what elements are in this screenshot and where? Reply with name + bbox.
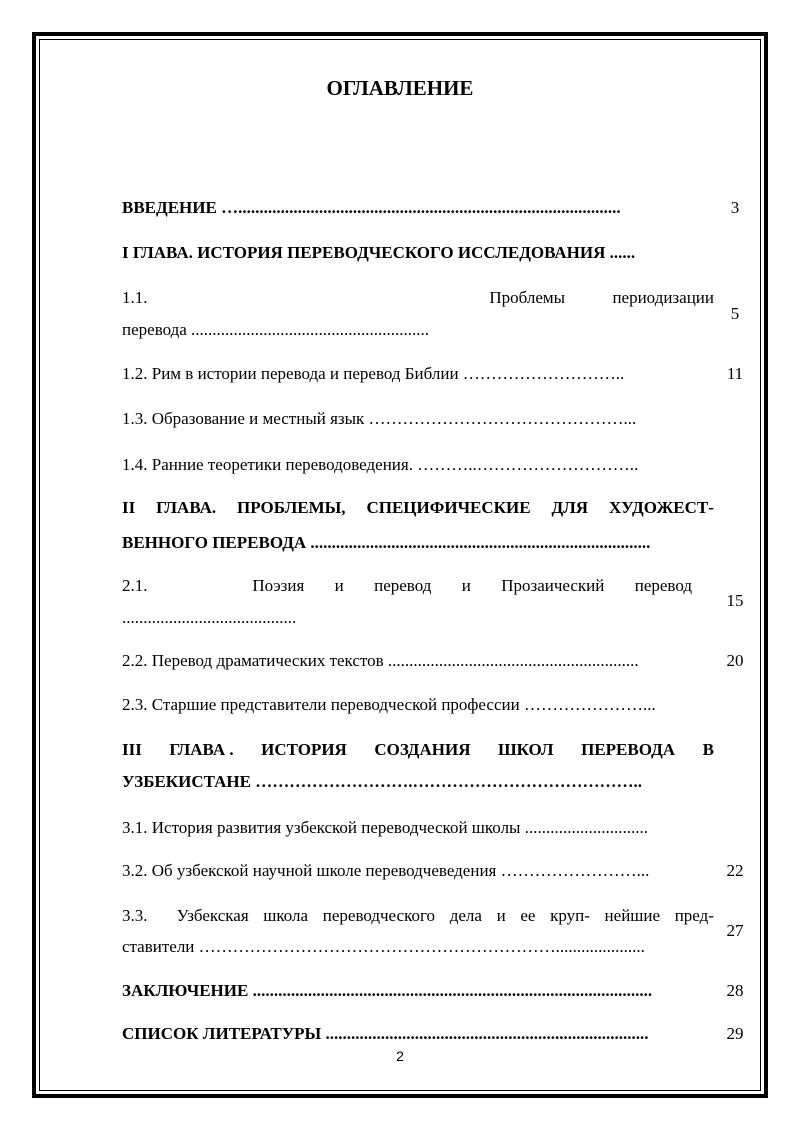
toc-page-1-2: 11: [726, 364, 744, 383]
toc-entry-3-3-word: ее: [520, 906, 536, 925]
toc-entry-3-3-word: школа: [263, 906, 309, 925]
toc-entry-3-3-number: 3.3.: [122, 906, 148, 925]
toc-page-2-2: 20: [726, 651, 744, 670]
chapter-3-word: III: [122, 740, 142, 759]
toc-page-conclusion: 28: [726, 981, 744, 1000]
toc-entry-2-2[interactable]: 2.2. Перевод драматических текстов ...........................................................: [122, 651, 639, 670]
toc-entry-chapter-2[interactable]: [122, 497, 714, 519]
chapter-2-word: ПРОБЛЕМЫ,: [237, 498, 346, 517]
chapter-2-word: ДЛЯ: [551, 498, 589, 517]
toc-entry-3-3-word: пред-: [674, 906, 714, 925]
toc-page-references: 29: [726, 1024, 744, 1043]
toc-entry-2-1-word: Прозаический: [501, 576, 605, 595]
toc-entry-chapter-3[interactable]: [122, 739, 714, 761]
toc-entry-3-3-word: Узбекская: [176, 906, 249, 925]
toc-entry-2-1[interactable]: [122, 575, 692, 597]
footer-page-number: 2: [396, 1048, 404, 1064]
toc-entry-2-1-number: 2.1.: [122, 576, 148, 595]
page-title: ОГЛАВЛЕНИЕ: [326, 76, 474, 100]
toc-entry-chapter-3-line2[interactable]: УЗБЕКИСТАНЕ ……………………….…………………………………..: [122, 772, 642, 791]
toc-entry-2-1-line2[interactable]: .........................................: [122, 608, 297, 627]
toc-entry-3-1[interactable]: 3.1. История развития узбекской переводческой школы .............................: [122, 818, 648, 837]
toc-entry-1-3[interactable]: 1.3. Образование и местный язык ………………………………………...: [122, 409, 637, 428]
chapter-3-word: СОЗДАНИЯ: [374, 740, 471, 759]
toc-entry-3-3[interactable]: [122, 905, 714, 927]
toc-entry-3-3-line2[interactable]: ставители ……………………………………………………….....................: [122, 937, 645, 956]
chapter-2-word: СПЕЦИФИЧЕСКИЕ: [366, 498, 531, 517]
toc-entry-1-1-word: Проблемы: [489, 288, 566, 307]
toc-entry-1-1-number: 1.1.: [122, 288, 148, 307]
toc-page-1-1: 5: [730, 304, 740, 323]
toc-entry-1-2[interactable]: 1.2. Рим в истории перевода и перевод Библии ………………………..: [122, 364, 625, 383]
chapter-3-word: ШКОЛ: [497, 740, 554, 759]
chapter-3-word: ПЕРЕВОДА: [581, 740, 676, 759]
toc-entry-3-3-word: нейшие: [604, 906, 661, 925]
toc-page-3-3: 27: [726, 921, 744, 940]
toc-entry-2-1-word: и: [461, 576, 471, 595]
toc-entry-conclusion[interactable]: ЗАКЛЮЧЕНИЕ ..............................................................................................: [122, 981, 653, 1000]
toc-entry-3-2[interactable]: 3.2. Об узбекской научной школе переводчеведения ……………………...: [122, 861, 650, 880]
chapter-3-word: В: [702, 740, 714, 759]
toc-entry-chapter-2-line2[interactable]: ВЕННОГО ПЕРЕВОДА ................................................................................: [122, 533, 651, 552]
toc-entry-1-1-line2[interactable]: перевода ........................................................: [122, 320, 430, 339]
toc-entry-introduction[interactable]: ВВЕДЕНИЕ …..........................................................................................: [122, 198, 621, 217]
toc-entry-2-1-word: Поэзия: [252, 576, 305, 595]
toc-entry-1-1-word: периодизации: [612, 288, 714, 307]
toc-page-introduction: 3: [730, 198, 740, 217]
chapter-3-word: ИСТОРИЯ: [261, 740, 347, 759]
toc-page-2-1: 15: [726, 591, 744, 610]
chapter-2-word: II: [122, 498, 136, 517]
toc-entry-references[interactable]: СПИСОК ЛИТЕРАТУРЫ ............................................................................: [122, 1024, 649, 1043]
chapter-2-word: ГЛАВА.: [156, 498, 217, 517]
toc-entry-2-3[interactable]: 2.3. Старшие представители переводческой профессии …………………...: [122, 695, 656, 714]
chapter-2-word: ХУДОЖЕСТ-: [608, 498, 714, 517]
toc-entry-3-3-word: круп-: [550, 906, 590, 925]
toc-entry-2-1-word: перевод: [634, 576, 692, 595]
toc-entry-2-1-word: и: [334, 576, 344, 595]
toc-entry-1-4[interactable]: 1.4. Ранние теоретики переводоведения. ………..………………………..: [122, 455, 639, 474]
toc-entry-3-3-word: дела: [449, 906, 482, 925]
toc-entry-chapter-1[interactable]: I ГЛАВА. ИСТОРИЯ ПЕРЕВОДЧЕСКОГО ИССЛЕДОВАНИЯ ......: [122, 243, 636, 262]
toc-entry-3-3-word: и: [496, 906, 506, 925]
toc-entry-1-1[interactable]: [122, 287, 714, 309]
toc-entry-3-3-word: переводческого: [322, 906, 436, 925]
toc-page-3-2: 22: [726, 861, 744, 880]
chapter-3-word: ГЛАВА .: [169, 740, 234, 759]
toc-entry-2-1-word: перевод: [374, 576, 432, 595]
